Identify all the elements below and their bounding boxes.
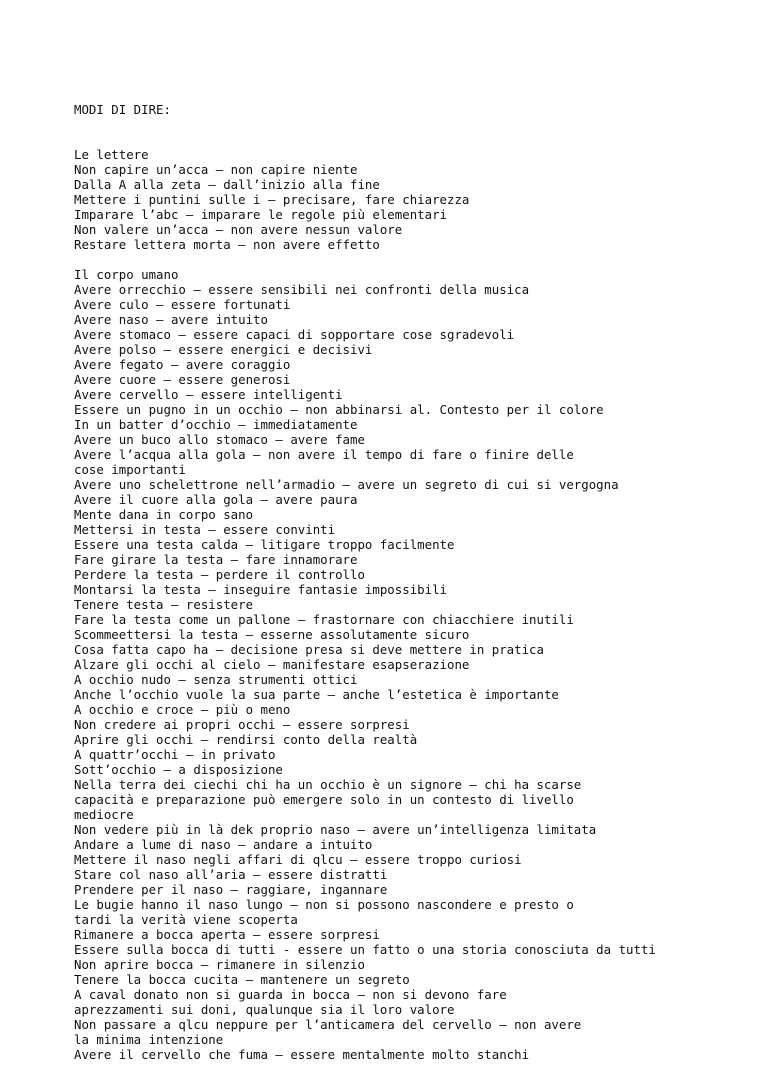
sections-container — [74, 147, 754, 1062]
text-line: cose importanti — [74, 462, 186, 477]
text-line: Non passare a qlcu neppure per l’anticamera del cervello – non avere — [74, 1017, 582, 1032]
text-line: Stare col naso all’aria – essere distratti — [74, 867, 388, 882]
text-line: Essere un pugno in un occhio – non abbinarsi al. Contesto per il colore — [74, 402, 604, 417]
text-line: Avere culo – essere fortunati — [74, 297, 291, 312]
text-line: Scommeettersi la testa – esserne assolutamente sicuro — [74, 627, 470, 642]
text-line: Avere polso – essere energici e decisivi — [74, 342, 373, 357]
text-line: A quattr’occhi – in privato — [74, 747, 276, 762]
text-line: Avere orrecchio – essere sensibili nei confronti della musica — [74, 282, 530, 297]
text-line: la minima intenzione — [74, 1032, 224, 1047]
text-line: A occhio nudo – senza strumenti ottici — [74, 672, 358, 687]
text-line: Avere l’acqua alla gola – non avere il tempo di fare o finire delle — [74, 447, 574, 462]
text-line: Prendere per il naso – raggiare, ingannare — [74, 882, 388, 897]
section — [74, 147, 754, 252]
text-line: Perdere la testa – perdere il controllo — [74, 567, 365, 582]
text-line: Dalla A alla zeta – dall’inizio alla fine — [74, 177, 380, 192]
text-line: Sott’occhio – a disposizione — [74, 762, 283, 777]
text-line: Le bugie hanno il naso lungo – non si possono nascondere e presto o — [74, 897, 574, 912]
text-line: Fare girare la testa – fare innamorare — [74, 552, 358, 567]
text-line: Avere stomaco – essere capaci di sopportare cose sgradevoli — [74, 327, 515, 342]
text-line: Avere cuore – essere generosi — [74, 372, 291, 387]
text-line: Avere fegato – avere coraggio — [74, 357, 291, 372]
text-line: Avere uno schelettrone nell’armadio – avere un segreto di cui si vergogna — [74, 477, 619, 492]
text-line: Tenere testa – resistere — [74, 597, 254, 612]
blank-line — [74, 252, 754, 267]
text-line: aprezzamenti sui doni, qualunque sia il loro valore — [74, 1002, 455, 1017]
text-line: capacità e preparazione può emergere solo in un contesto di livello — [74, 792, 574, 807]
text-line: Mettere il naso negli affari di qlcu – essere troppo curiosi — [74, 852, 522, 867]
text-line: Anche l’occhio vuole la sua parte – anche l’estetica è importante — [74, 687, 559, 702]
text-line: Tenere la bocca cucita – mantenere un segreto — [74, 972, 410, 987]
text-line: Montarsi la testa – inseguire fantasie impossibili — [74, 582, 447, 597]
text-line: Cosa fatta capo ha – decisione presa si deve mettere in pratica — [74, 642, 544, 657]
text-line: Avere un buco allo stomaco – avere fame — [74, 432, 365, 447]
text-line: Imparare l’abc – imparare le regole più elementari — [74, 207, 447, 222]
text-line: A occhio e croce – più o meno — [74, 702, 291, 717]
text-line: Non valere un’acca – non avere nessun valore — [74, 222, 403, 237]
text-line: Rimanere a bocca aperta – essere sorpresi — [74, 927, 380, 942]
text-line: Mettere i puntini sulle i – precisare, fare chiarezza — [74, 192, 470, 207]
text-line: A caval donato non si guarda in bocca – non si devono fare — [74, 987, 507, 1002]
text-line: Mettersi in testa – essere convinti — [74, 522, 336, 537]
text-line: Essere sulla bocca di tutti - essere un fatto o una storia conosciuta da tutti — [74, 942, 656, 957]
text-line: Avere il cervello che fuma – essere mentalmente molto stanchi — [74, 1047, 530, 1062]
section — [74, 252, 754, 1062]
text-line: Andare a lume di naso – andare a intuito — [74, 837, 373, 852]
document-body — [74, 72, 754, 1077]
text-line: Alzare gli occhi al cielo – manifestare esapserazione — [74, 657, 470, 672]
text-line: Avere naso – avere intuito — [74, 312, 268, 327]
section-title: Le lettere — [74, 147, 149, 162]
text-line: Avere cervello – essere intelligenti — [74, 387, 343, 402]
text-line: Avere il cuore alla gola – avere paura — [74, 492, 358, 507]
text-line: Non credere ai propri occhi – essere sorpresi — [74, 717, 410, 732]
text-line: Aprire gli occhi – rendirsi conto della realtà — [74, 732, 418, 747]
document-heading: MODI DI DIRE: — [74, 102, 171, 117]
text-line: In un batter d’occhio – immediatamente — [74, 417, 358, 432]
text-line: Essere una testa calda – litigare troppo facilmente — [74, 537, 455, 552]
text-line: mediocre — [74, 807, 134, 822]
text-line: Non aprire bocca – rimanere in silenzio — [74, 957, 365, 972]
text-line: tardi la verità viene scoperta — [74, 912, 298, 927]
text-line: Restare lettera morta – non avere effetto — [74, 237, 380, 252]
text-line: Non capire un’acca – non capire niente — [74, 162, 358, 177]
text-line: Nella terra dei ciechi chi ha un occhio è un signore – chi ha scarse — [74, 777, 582, 792]
section-title: Il corpo umano — [74, 267, 179, 282]
text-line: Non vedere più in là dek proprio naso – avere un’intelligenza limitata — [74, 822, 597, 837]
text-line: Mente dana in corpo sano — [74, 507, 254, 522]
text-line: Fare la testa come un pallone – frastornare con chiacchiere inutili — [74, 612, 574, 627]
